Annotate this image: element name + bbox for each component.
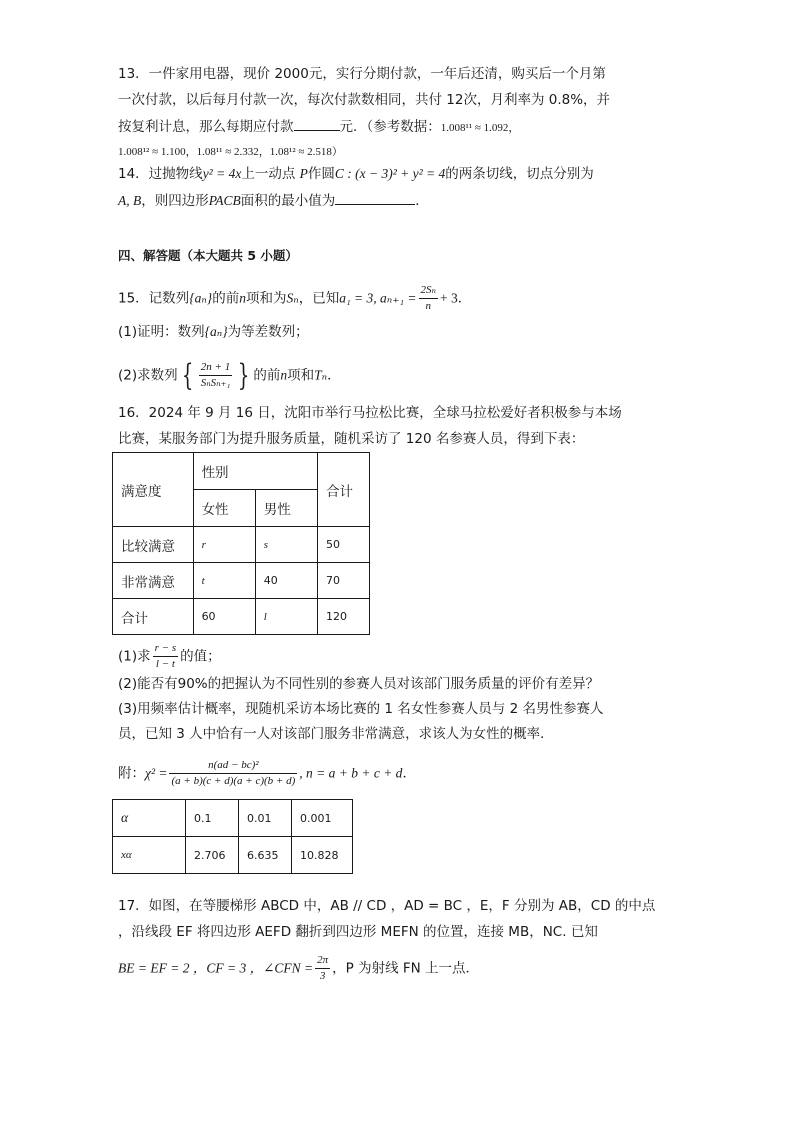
alpha-label: α [113,800,186,837]
q15-part-2 [118,357,341,393]
recurrence: a₁ = 3, aₙ₊₁ = [339,290,417,306]
q15-part-1-text: (1)证明：数列 [118,324,205,340]
header-gender: 性别 [193,453,317,490]
cell-female: t [193,563,255,599]
header-female: 女性 [193,490,255,527]
table-row [113,563,370,599]
q13-text: 按复利计息，那么每期应付款 [118,119,294,135]
sequence-an: {aₙ} [189,290,213,306]
q15-text: ，已知 [298,290,340,307]
circle-equation: C : (x − 3)² + y² = 4 [334,166,446,181]
q14-text: 的两条切线，切点分别为 [445,166,594,182]
q14-text: 作圆 [307,166,335,182]
q13-line-1: 13．一件家用电器，现价 2000元，实行分期付款，一年后还清，购买后一个月第 [118,66,606,82]
row-label: 非常满意 [113,563,194,599]
cell-total: 70 [317,563,369,599]
left-brace: { [181,357,193,393]
cell-total: 120 [317,599,369,635]
alpha-value: 0.01 [239,800,292,837]
q13-ref-1: 1.008¹¹ ≈ 1.092， [440,122,520,134]
answer-blank[interactable] [335,190,415,205]
q15-part-2-text: (2)求数列 [118,367,178,384]
q16-line-1: 16．2024 年 9 月 16 日，沈阳市举行马拉松比赛，全球马拉松爱好者积极参与本场 [118,405,622,421]
q16-part-1 [118,641,221,672]
q14-line-1 [118,164,594,184]
alpha-value: 0.001 [292,800,353,837]
q16-part-2: (2)能否有90%的把握认为不同性别的参赛人员对该部门服务质量的评价有差异？ [118,676,600,692]
cell-male: s [255,527,317,563]
appendix-label: 附： [118,765,145,782]
alpha-value: 0.1 [186,800,239,837]
sum-tn: Tₙ [314,367,328,383]
q17-text: ，P 为射线 FN 上一点． [332,960,480,977]
right-brace: } [238,357,250,393]
fraction: $\frac{r - s}{l - t}$ [154,642,177,670]
n-definition: , n = a + b + c + d [299,765,403,781]
q16-part-1-text: 的值； [180,648,221,665]
fraction: $\frac{\text{2Sₙ}}{n}$ [420,284,437,312]
header-satisfaction: 满意度 [113,453,194,527]
q15-text: 项和为 [245,290,287,307]
chi-square-formula [118,758,416,789]
row-label: 合计 [113,599,194,635]
q14-line-2 [118,190,429,211]
fraction: $\frac{\text{n(ad − bc)²}}{(a + b)(c + d)(a + c)(b + d)}$ [171,759,296,787]
period: ． [402,765,416,782]
critical-values-table [112,799,353,874]
header-total: 合计 [317,453,369,527]
q16-part-3-line-1: (3)用频率估计概率，现随机采访本场比赛的 1 名女性参赛人员与 2 名男性参赛人 [118,701,604,717]
q16-part-1-text: (1)求 [118,648,151,665]
cell-female: r [193,527,255,563]
q13-line-2: 一次付款，以后每月付款一次，每次付款数相同，共付 12次，月利率为 0.8%，并 [118,92,611,108]
answer-blank[interactable] [294,116,340,131]
q15-part-1 [118,322,309,342]
q17-line-1: 17．如图，在等腰梯形 ABCD 中，AB // CD ，AD = BC ，E，F 分别为 AB，CD 的中点 [118,898,656,914]
q15-text: 15．记数列 [118,290,190,307]
var-n: n [239,290,246,306]
x-alpha-value: 6.635 [239,837,292,874]
cell-total: 50 [317,527,369,563]
fraction: $\frac{2n + 1}{\text{SₙSₙ₊₁}}$ [200,361,231,389]
satisfaction-table [112,452,370,635]
point-p: P [299,166,308,181]
sequence-an: {aₙ} [204,324,228,339]
q15-text: 的前 [212,290,240,307]
q15-part-2-text: ． [327,367,341,384]
sum-sn: Sₙ [286,290,299,306]
row-label: 比较满意 [113,527,194,563]
q17-line-3 [118,953,479,984]
table-row [113,527,370,563]
header-male: 男性 [255,490,317,527]
q14-text: ． [415,193,429,209]
q15-part-2-text: 项和 [287,367,315,384]
q13-line-3 [118,116,519,138]
q16-line-2: 比赛，某服务部门为提升服务质量，随机采访了 120 名参赛人员，得到下表： [118,431,585,447]
q17-conditions: BE = EF = 2 ，CF = 3 ，∠CFN = [118,960,314,976]
q15-line-1 [118,283,471,314]
q15-part-2-text: 的前 [253,367,281,384]
quadrilateral-name: PACB [208,193,241,208]
q15-part-1-text: 为等差数列； [227,324,309,340]
q14-text: 面积的最小值为 [240,193,336,209]
parabola-equation: y² = 4x [202,166,242,181]
q14-text: 上一动点 [241,166,296,182]
tangent-points: A, B [118,193,142,208]
q16-part-3-line-2: 员，已知 3 人中恰有一人对该部门服务非常满意，求该人为女性的概率． [118,726,554,742]
x-alpha-value: 10.828 [292,837,353,874]
q13-ref-2: 1.008¹² ≈ 1.100，1.08¹¹ ≈ 2.332，1.08¹² ≈ 2.518） [118,146,343,158]
fraction: $\frac{2\pi}{3}$ [317,954,329,982]
table-row [113,599,370,635]
x-alpha-value: 2.706 [186,837,239,874]
q14-text: ，则四边形 [141,193,209,209]
cell-male: 40 [255,563,317,599]
q17-line-2: ，沿线段 EF 将四边形 AEFD 翻折到四边形 MEFN 的位置，连接 MB，NC. 已知 [118,924,598,940]
q14-text: 14．过抛物线 [118,166,203,182]
section-heading: 四、解答题（本大题共 5 小题） [118,248,298,263]
q13-text: 元．（参考数据： [339,119,441,135]
x-alpha-label: xα [113,837,186,874]
chi-symbol: χ² = [145,765,168,781]
var-n: n [280,367,288,383]
cell-female: 60 [193,599,255,635]
q15-text: + 3． [440,290,472,306]
cell-male: l [255,599,317,635]
